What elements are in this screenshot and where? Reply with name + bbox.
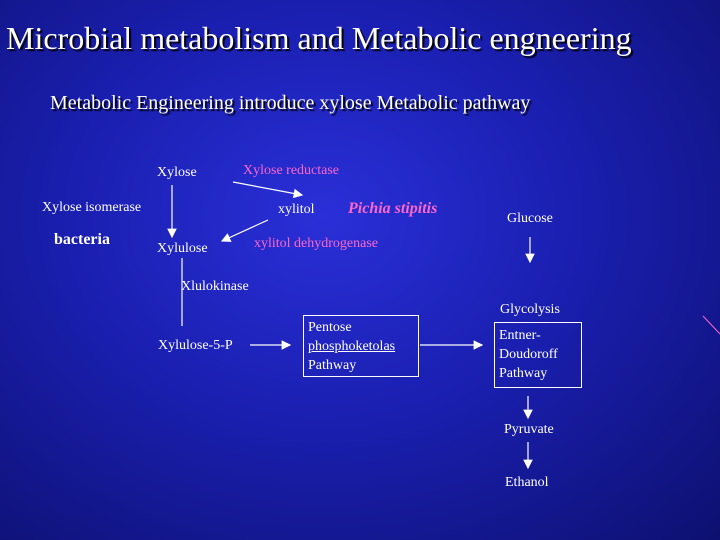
ed-line-2: Doudoroff (499, 347, 558, 362)
node-xylitol: xylitol (278, 202, 315, 217)
node-glucose: Glucose (507, 211, 553, 226)
pentose-line-2: phosphoketolas (308, 339, 396, 354)
pentose-line-3: Pathway (308, 358, 357, 373)
enzyme-xylitol-dehydrogenase: xylitol dehydrogenase (254, 236, 379, 251)
organism-bacteria: bacteria (54, 231, 110, 248)
entner-doudoroff-box (494, 322, 582, 388)
decorative-stroke (703, 316, 720, 334)
node-xylulose: Xylulose (157, 241, 208, 256)
node-ethanol: Ethanol (505, 475, 549, 490)
slide-title: Microbial metabolism and Metabolic engneering (6, 20, 632, 56)
node-xylulose-5-p: Xylulose-5-P (158, 338, 233, 353)
enzyme-xylose-reductase: Xylose reductase (243, 163, 340, 178)
arrow-xylose-to-xylitol (233, 182, 302, 195)
node-xylose: Xylose (157, 165, 197, 180)
pentose-line-1: Pentose (308, 320, 352, 335)
slide-subtitle: Metabolic Engineering introduce xylose Metabolic pathway (50, 92, 531, 114)
node-pyruvate: Pyruvate (504, 422, 554, 437)
ed-line-1: Entner- (499, 328, 541, 343)
enzyme-xylose-isomerase: Xylose isomerase (42, 200, 142, 215)
enzyme-xlulokinase: Xlulokinase (181, 279, 249, 294)
pentose-pathway-box (303, 315, 419, 377)
node-glycolysis: Glycolysis (500, 302, 560, 317)
organism-pichia-stipitis: Pichia stipitis (348, 200, 438, 217)
ed-line-3: Pathway (499, 366, 548, 381)
